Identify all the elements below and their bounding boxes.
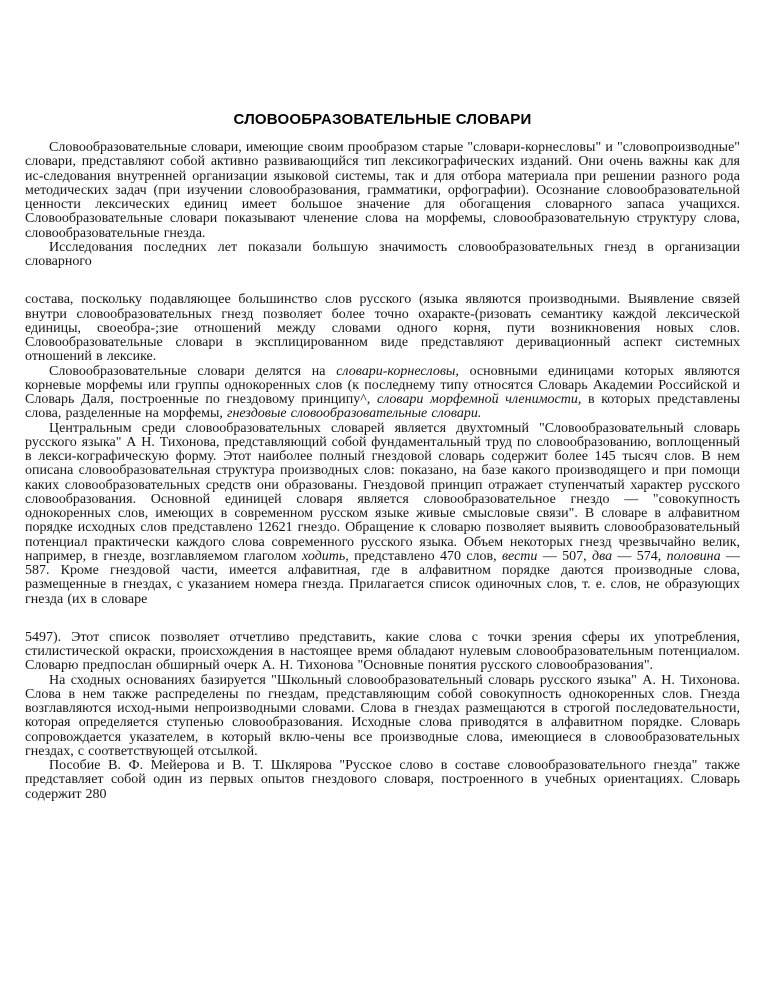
paragraph bbox=[25, 293, 740, 364]
text-run: Исследования последних лет показали большую значимость словообразовательных гнезд в организации словарного bbox=[25, 239, 740, 269]
document-body bbox=[25, 141, 740, 802]
italic-text-run: ходить, bbox=[302, 548, 349, 564]
paragraph bbox=[25, 759, 740, 802]
paragraph bbox=[25, 674, 740, 760]
text-run: в которых представлены слова, разделенные на морфемы, bbox=[25, 392, 740, 422]
page-title: СЛОВООБРАЗОВАТЕЛЬНЫЕ СЛОВАРИ bbox=[233, 111, 532, 128]
italic-text-run: словари-корнесловы, bbox=[336, 363, 459, 379]
italic-text-run: вести bbox=[501, 548, 538, 564]
paragraph bbox=[25, 141, 740, 241]
text-run: Словообразовательные словари, имеющие своим прообразом старые "словари-корнесловы" и "словопроизводные" словари, представляют собой активно развивающийся тип лексикографических изданий. Они очень важны как для ис-следования внутренней организации языковой системы, так и для отбора материала при решении разного рода методических задач (при изучении словообразования, грамматики, орфографии). Осознание словообразовательной ценности лексических единиц имеет большое значение для обогащения словарного запаса учащихся. Словообразовательные словари показывают членение слова на морфемы, словообразовательную структуру слова, словообразовательные гнезда. bbox=[25, 140, 740, 241]
text-run: Пособие В. Ф. Мейерова и В. Т. Шклярова "Русское слово в составе словообразовательного гнезда" также представляет собой один из первых опытов гнездового словаря, построенного в учебных ориентациях. Словарь содержит 280 bbox=[25, 758, 740, 802]
text-run: состава, поскольку подавляющее большинство слов русского (языка являются производными. Выявление связей внутри словообразовательных гнезд позволяет более точно охаракте-(ризовать семантику каждой лексической единицы, своеобра-;зие отношений между словами одного корня, пути возникновения новых слов. Словообразовательные словари в эксплицированном виде представляют деривационный аспект системных отношений в лексике. bbox=[25, 292, 740, 365]
text-run: представлено 470 слов, bbox=[348, 548, 502, 564]
italic-text-run: два bbox=[592, 548, 613, 564]
paragraph bbox=[25, 631, 740, 674]
text-run: 5497). Этот список позволяет отчетливо представить, какие слова с точки зрения сферы их употребления, стилистической окраски, происхождения в настоящее время обладают нулевым словообразовательным потенциалом. Словарю предпослан обширный очерк А. Н. Тихонова "Основные понятия русского словообразования". bbox=[25, 629, 740, 674]
text-run: основными единицами которых являются корневые морфемы или группы однокоренных слов (к последнему типу относятся Словарь Академии Российской и Словарь Даля, построенные по гнездовому принципу^, bbox=[25, 363, 740, 407]
paragraph bbox=[25, 422, 740, 607]
paragraph bbox=[25, 241, 740, 270]
text-run: — 587. Кроме гнездовой части, имеется алфавитная, где в алфавитном порядке даются производные слова, размещенные в гнездах, с указанием номера гнезда. Прилагается список одиночных слов, т. е. слов, не образующих гнезда (их в словаре bbox=[25, 548, 740, 607]
italic-text-run: словари морфемной членимости, bbox=[376, 392, 582, 407]
italic-text-run: половина bbox=[666, 548, 721, 564]
paragraph bbox=[25, 365, 740, 422]
text-run: Центральным среди словообразовательных словарей является двухтомный "Словообразовательный словарь русского языка" А Н. Тихонова, представляющий собой фундаментальный труд по словообразованию, воплощенный в лекси-кографическую форму. Этот наиболее полный гнездовой словарь содержит более 145 тысяч слов. В нем описана словообразовательная структура производных слов: показано, на базе какого производящего и при помощи каких словообразовательных средств они образованы. Гнездовой принцип отражает ступенчатый характер русского словообразования. Основной единицей словаря является словообразовательное гнездо — "совокупность однокоренных слов, имеющих в современном русском языке живые смысловые связи". В словаре в алфавитном порядке исходных слов представлено 12621 гнездо. Обращение к словарю позволяет выявить словообразовательный потенциал практически каждого слова современного русского языка. Объем некоторых гнезд чрезвычайно велик, например, в гнезде, возглавляемом глаголом bbox=[25, 420, 740, 564]
text-run: Словообразовательные словари делятся на bbox=[49, 363, 337, 379]
text-run: — 574, bbox=[612, 548, 667, 564]
text-run: На сходных основаниях базируется "Школьный словообразовательный словарь русского языка" А. Н. Тихонова. Слова в нем также распределены по гнездам, представляющим собой совокупность однокоренных слов. Гнезда возглавляются исход-ными непроизводными словами. Слова в гнездах размещаются в строгой последовательности, которая определяется ступенью словообразования. Исходные слова приводятся в алфавитном порядке. Словарь сопровождается указателем, в который вклю-чены все производные слова, имеющиеся в словообразовательных гнездах, с соответствующей отсылкой. bbox=[25, 672, 740, 759]
italic-text-run: гнездовые словообразовательные словари. bbox=[227, 406, 482, 422]
text-run: — 507, bbox=[537, 548, 592, 564]
